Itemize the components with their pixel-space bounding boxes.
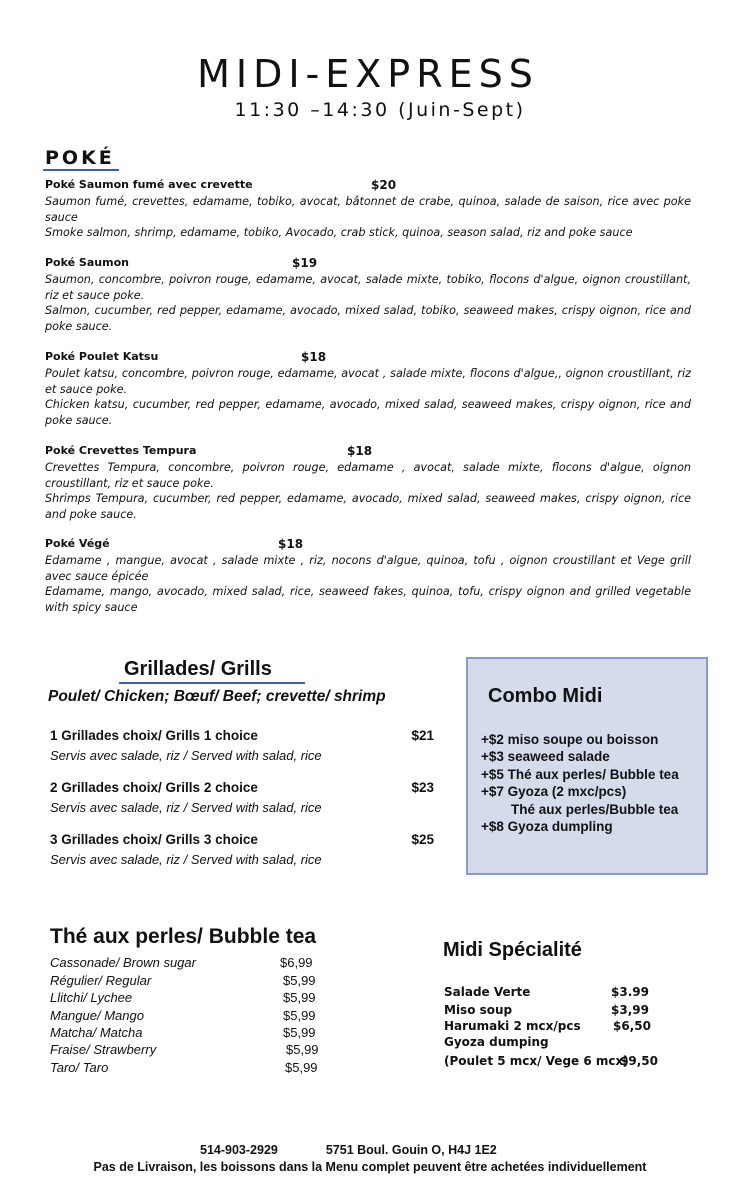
poke-item [45, 178, 691, 241]
specialite-price: $6,50 [613, 1019, 651, 1033]
poke-item-name: Poké Végé [45, 537, 110, 550]
hours-subtitle: 11:30 –14:30 (Juin-Sept) [234, 99, 526, 121]
specialite-row [444, 1035, 704, 1053]
footer-contact [200, 1143, 497, 1157]
specialite-row [444, 1054, 704, 1072]
bubble-tea-price: $5,99 [286, 1042, 319, 1057]
bubble-tea-name: Fraise/ Strawberry [50, 1042, 157, 1057]
grill-item-label: 3 Grillades choix/ Grills 3 choice [50, 832, 258, 847]
combo-list [481, 731, 679, 835]
poke-item-name: Poké Crevettes Tempura [45, 444, 197, 457]
poke-item-desc-fr: Crevettes Tempura, concombre, poivron rouge, edamame , avocat, salade mixte, flocons d'algue, oignon croustillant, riz et sauce poke. [45, 461, 691, 490]
bubble-tea-price: $5,99 [283, 973, 316, 988]
specialite-row [444, 985, 704, 1003]
bubble-tea-price: $5,99 [283, 1025, 316, 1040]
combo-line: +$8 Gyoza dumpling [481, 819, 613, 835]
page-title: MIDI-EXPRESS [197, 52, 539, 96]
grill-item-label: 2 Grillades choix/ Grills 2 choice [50, 780, 258, 795]
bubble-tea-price: $5,99 [283, 990, 316, 1005]
specialite-name: Salade Verte [444, 985, 531, 999]
specialite-name: Gyoza dumping [444, 1035, 549, 1049]
poke-item-price: $19 [292, 256, 318, 270]
bubble-tea-row [50, 990, 330, 1008]
specialite-name: (Poulet 5 mcx/ Vege 6 mcx) [444, 1054, 629, 1068]
bubble-tea-row [50, 1025, 330, 1043]
poke-item-price: $20 [371, 178, 397, 192]
grill-item-note: Servis avec salade, riz / Served with salad, rice [50, 748, 322, 763]
bubble-tea-price: $6,99 [280, 955, 313, 970]
poke-item-desc-fr: Edamame , mangue, avocat , salade mixte , riz, nocons d'algue, quinoa, tofu , oignon croustillant et Vege grill avec sauce épicée [45, 554, 691, 583]
grill-item [50, 728, 440, 763]
bubble-tea-row [50, 955, 330, 973]
combo-line: +$3 seaweed salade [481, 749, 610, 765]
bubble-tea-row [50, 973, 330, 991]
poke-item [45, 537, 691, 615]
grill-item-note: Servis avec salade, riz / Served with salad, rice [50, 800, 322, 815]
poke-item-name: Poké Saumon [45, 256, 129, 269]
footer-phone: 514-903-2929 [200, 1143, 278, 1157]
specialite-price: $9,50 [620, 1054, 658, 1068]
bubble-tea-name: Llitchi/ Lychee [50, 990, 133, 1005]
bubble-tea-heading: Thé aux perles/ Bubble tea [50, 925, 317, 948]
specialite-name: Miso soup [444, 1003, 513, 1017]
grill-item-note: Servis avec salade, riz / Served with salad, rice [50, 852, 322, 867]
specialite-name: Harumaki 2 mcx/pcs [444, 1019, 581, 1033]
grills-subtitle: Poulet/ Chicken; Bœuf/ Beef; crevette/ shrimp [48, 688, 386, 705]
poke-item [45, 444, 691, 522]
specialite-row [444, 1019, 704, 1037]
combo-line: Thé aux perles/Bubble tea [511, 801, 679, 817]
bubble-tea-row [50, 1042, 330, 1060]
poke-item-desc-en: Shrimps Tempura, cucumber, red pepper, edamame, avocado, mixed salad, seaweed makes, crispy oignon, rice and poke sauce. [45, 492, 691, 521]
poke-item-desc-en: Edamame, mango, avocado, mixed salad, rice, seaweed fakes, quinoa, tofu, crispy oignon and grilled vegetable with spicy sauce [45, 585, 691, 614]
poke-item [45, 256, 691, 334]
bubble-tea-name: Matcha/ Matcha [50, 1025, 143, 1040]
poke-item [45, 350, 691, 428]
bubble-tea-name: Cassonade/ Brown sugar [50, 955, 196, 970]
grill-item-price: $25 [411, 832, 434, 847]
footer-note: Pas de Livraison, les boissons dans la Menu complet peuvent être achetées individuellement [93, 1160, 647, 1174]
grill-item [50, 780, 440, 815]
combo-heading: Combo Midi [488, 685, 603, 707]
poke-item-desc-en: Salmon, cucumber, red pepper, edamame, avocado, mixed salad, tobiko, seaweed makes, crispy oignon, rice and poke sauce. [45, 304, 691, 333]
footer-address: 5751 Boul. Gouin O, H4J 1E2 [325, 1143, 497, 1157]
bubble-tea-name: Régulier/ Regular [50, 973, 152, 988]
grill-item [50, 832, 440, 867]
bubble-tea-row [50, 1008, 330, 1026]
grill-item-price: $21 [411, 728, 434, 743]
specialite-price: $3,99 [611, 1003, 649, 1017]
poke-heading-underline [43, 169, 119, 171]
combo-line: +$2 miso soupe ou boisson [481, 732, 659, 747]
combo-midi-box [466, 657, 708, 875]
bubble-tea-row [50, 1060, 330, 1078]
poke-item-price: $18 [301, 350, 327, 364]
poke-item-name: Poké Saumon fumé avec crevette [45, 178, 253, 191]
bubble-tea-name: Taro/ Taro [50, 1060, 109, 1075]
poke-heading: POKÉ [45, 147, 115, 169]
bubble-tea-price: $5,99 [285, 1060, 318, 1075]
poke-item-desc-en: Smoke salmon, shrimp, edamame, tobiko, Avocado, crab stick, quinoa, season salad, riz and poke sauce [45, 226, 633, 239]
specialite-row [444, 1003, 704, 1021]
bubble-tea-name: Mangue/ Mango [50, 1008, 144, 1023]
specialite-price: $3.99 [611, 985, 649, 999]
grills-heading-underline [119, 682, 305, 684]
bubble-tea-price: $5,99 [283, 1008, 316, 1023]
poke-item-name: Poké Poulet Katsu [45, 350, 159, 363]
poke-item-desc-en: Chicken katsu, cucumber, red pepper, edamame, avocado, mixed salad, seaweed makes, crispy oignon, rice and poke sauce. [45, 398, 691, 427]
specialite-heading: Midi Spécialité [443, 939, 582, 961]
poke-item-price: $18 [347, 444, 373, 458]
poke-item-price: $18 [278, 537, 304, 551]
poke-item-desc-fr: Saumon, concombre, poivron rouge, edamame, avocat, salade mixte, tobiko, flocons d'algue, oignon croustillant, riz et sauce poke. [45, 273, 691, 302]
poke-item-desc-fr: Poulet katsu, concombre, poivron rouge, edamame, avocat , salade mixte, flocons d'algue,, oignon croustillant, riz et sauce poke. [45, 367, 691, 396]
grills-heading: Grillades/ Grills [124, 658, 272, 680]
poke-item-desc-fr: Saumon fumé, crevettes, edamame, tobiko, avocat, bâtonnet de crabe, quinoa, salade de saison, rice avec poke sauce [45, 195, 691, 224]
grill-item-price: $23 [411, 780, 434, 795]
combo-line: +$7 Gyoza (2 mxc/pcs) [481, 784, 627, 800]
combo-line: +$5 Thé aux perles/ Bubble tea [481, 766, 679, 782]
grill-item-label: 1 Grillades choix/ Grills 1 choice [50, 728, 258, 743]
